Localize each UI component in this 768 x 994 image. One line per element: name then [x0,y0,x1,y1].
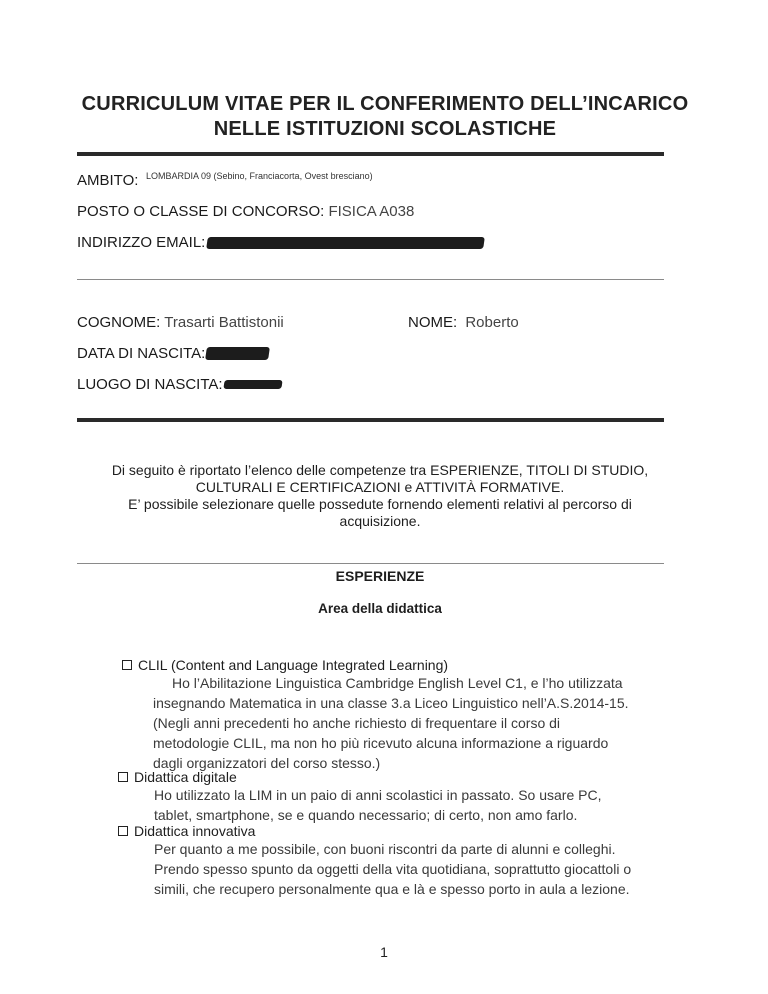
email-redaction [207,237,486,249]
posto-row [77,203,414,220]
checkbox-didattica-digitale[interactable] [118,772,128,782]
posto-value: FISICA A038 [328,203,415,220]
data-nascita-redaction [205,347,270,360]
document-title [60,92,710,142]
checkbox-didattica-innovativa[interactable] [118,826,128,836]
page-number: 1 [380,944,388,960]
item-description-cont [153,693,692,773]
item-line: Ho l’Abilitazione Linguistica Cambridge English Level C1, e l’ho utilizzata [172,675,623,691]
item-description [154,839,688,899]
item-line: tablet, smartphone, se e quando necessario; di certo, non amo farlo. [154,807,578,823]
nome-value: Roberto [465,314,519,331]
title-line-2: NELLE ISTITUZIONI SCOLASTICHE [213,118,557,140]
ambito-label: AMBITO: [77,172,139,189]
posto-label: POSTO O CLASSE DI CONCORSO: [77,203,325,220]
nome-row [408,314,519,331]
cognome-value: Trasarti Battistonii [164,314,284,331]
item-title: CLIL (Content and Language Integrated Learning) [138,657,449,673]
item-line: insegnando Matematica in una classe 3.a Liceo Linguistico nell’A.S.2014-15. [153,695,629,711]
section-subheading: Area della didattica [318,601,442,616]
cognome-row [77,314,284,331]
list-item-clil [122,657,692,773]
luogo-nascita-row [77,376,282,393]
item-title: Didattica innovativa [134,823,256,839]
item-description [172,673,692,693]
ambito-row [77,172,138,189]
personal-divider [77,418,664,422]
item-line: (Negli anni precedenti ho anche richiesto di frequentare il corso di [153,715,561,731]
data-nascita-row [77,345,269,362]
email-row [77,234,484,251]
checkbox-clil[interactable] [122,660,132,670]
cognome-label: COGNOME: [77,314,161,331]
item-line: Per quanto a me possibile, con buoni riscontri da parte di alunni e colleghi. [154,841,616,857]
header-divider [77,152,664,156]
intro-paragraph [70,462,690,530]
luogo-nascita-label: LUOGO DI NASCITA: [77,376,223,393]
list-item-didattica-innovativa [118,823,688,899]
item-title: Didattica digitale [134,769,237,785]
intro-line-4: acquisizione. [339,513,421,529]
data-nascita-label: DATA DI NASCITA: [77,345,206,362]
item-line: Prendo spesso spunto da oggetti della vita quotidiana, soprattutto giocattoli o [154,861,632,877]
divider-thin-2 [77,563,664,564]
list-item-didattica-digitale [118,769,688,825]
nome-label: NOME: [408,314,458,331]
title-line-1: CURRICULUM VITAE PER IL CONFERIMENTO DELL’INCARICO [81,93,689,115]
item-line: metodologie CLIL, ma non ho più ricevuto alcuna informazione a riguardo [153,735,609,751]
section-heading: ESPERIENZE [335,568,425,584]
item-description [154,785,688,825]
intro-line-2: CULTURALI E CERTIFICAZIONI e ATTIVITÀ FORMATIVE. [195,479,565,495]
item-line: Ho utilizzato la LIM in un paio di anni scolastici in passato. So usare PC, [154,787,602,803]
item-line: dagli organizzatori del corso stesso.) [153,755,381,771]
intro-line-3: E’ possibile selezionare quelle possedute fornendo elementi relativi al percorso di [128,496,632,512]
divider-thin-1 [77,279,664,280]
item-line: simili, che recupero personalmente qua e là e spesso porto in aula a lezione. [154,881,630,897]
ambito-value: LOMBARDIA 09 (Sebino, Franciacorta, Ovest bresciano) [146,171,373,181]
luogo-nascita-redaction [223,380,282,389]
email-label: INDIRIZZO EMAIL: [77,234,206,251]
intro-line-1: Di seguito è riportato l’elenco delle competenze tra ESPERIENZE, TITOLI DI STUDIO, [111,462,649,478]
